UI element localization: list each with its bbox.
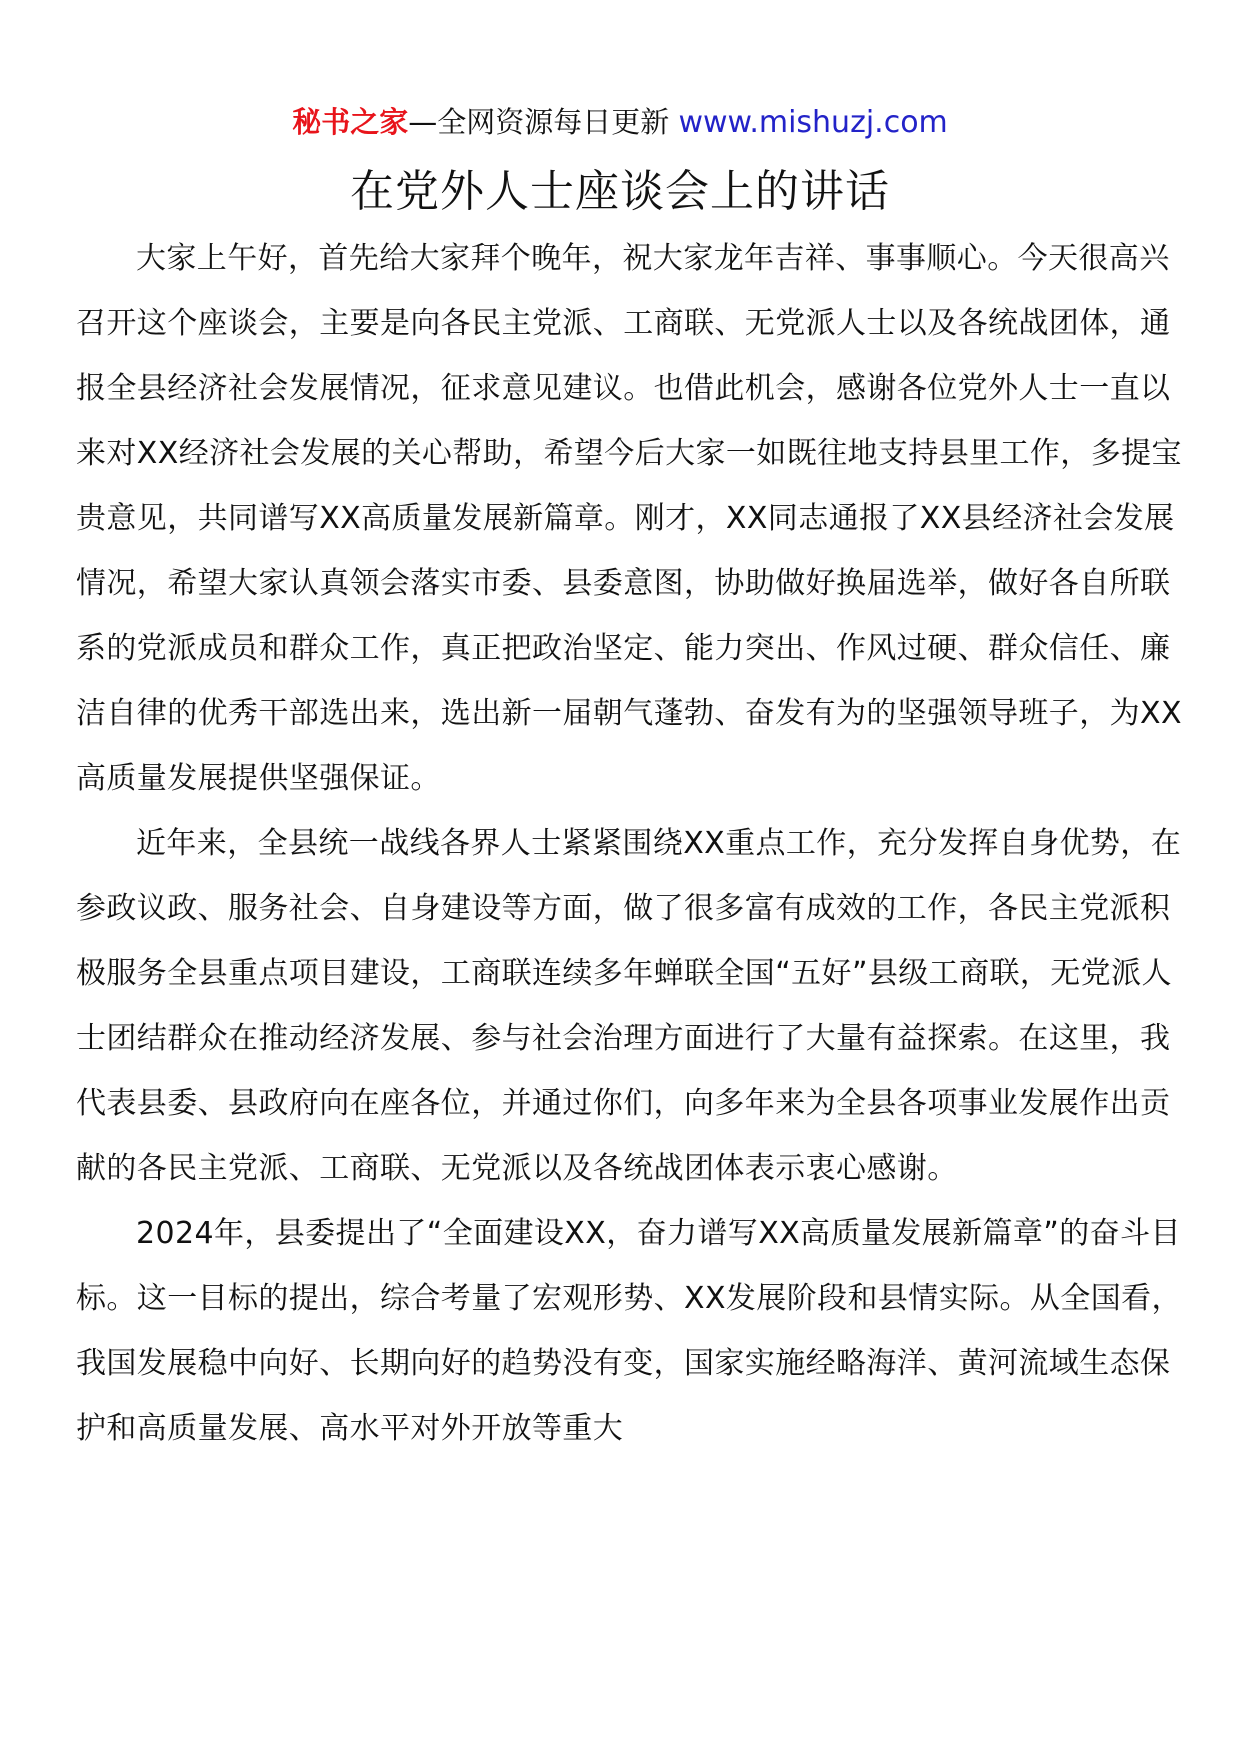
site-tagline: —全网资源每日更新	[408, 105, 670, 139]
document-body	[76, 226, 1196, 1461]
body-paragraph-2: 近年来，全县统一战线各界人士紧紧围绕XX重点工作，充分发挥自身优势，在参政议政、服务社会、自身建设等方面，做了很多富有成效的工作，各民主党派积极服务全县重点项目建设，工商联连续多年蝉联全国“五好”县级工商联，无党派人士团结群众在推动经济发展、参与社会治理方面进行了大量有益探索。在这里，我代表县委、县政府向在座各位，并通过你们，向多年来为全县各项事业发展作出贡献的各民主党派、工商联、无党派以及各统战团体表示衷心感谢。	[76, 826, 1182, 1186]
site-header	[0, 102, 1240, 143]
body-paragraph-1: 大家上午好，首先给大家拜个晚年，祝大家龙年吉祥、事事顺心。今天很高兴召开这个座谈会，主要是向各民主党派、工商联、无党派人士以及各统战团体，通报全县经济社会发展情况，征求意见建议。也借此机会，感谢各位党外人士一直以来对XX经济社会发展的关心帮助，希望今后大家一如既往地支持县里工作，多提宝贵意见，共同谱写XX高质量发展新篇章。刚才，XX同志通报了XX县经济社会发展情况，希望大家认真领会落实市委、县委意图，协助做好换届选举，做好各自所联系的党派成员和群众工作，真正把政治坚定、能力突出、作风过硬、群众信任、廉洁自律的优秀干部选出来，选出新一届朝气蓬勃、奋发有为的坚强领导班子，为XX高质量发展提供坚强保证。	[76, 241, 1182, 796]
body-paragraph-3: 2024年，县委提出了“全面建设XX，奋力谱写XX高质量发展新篇章”的奋斗目标。这一目标的提出，综合考量了宏观形势、XX发展阶段和县情实际。从全国看，我国发展稳中向好、长期向好的趋势没有变，国家实施经略海洋、黄河流域生态保护和高质量发展、高水平对外开放等重大	[76, 1216, 1182, 1446]
brand-name: 秘书之家	[292, 105, 409, 139]
document-title: 在党外人士座谈会上的讲话	[350, 166, 890, 217]
site-url-link[interactable]: www.mishuzj.com	[678, 105, 948, 140]
